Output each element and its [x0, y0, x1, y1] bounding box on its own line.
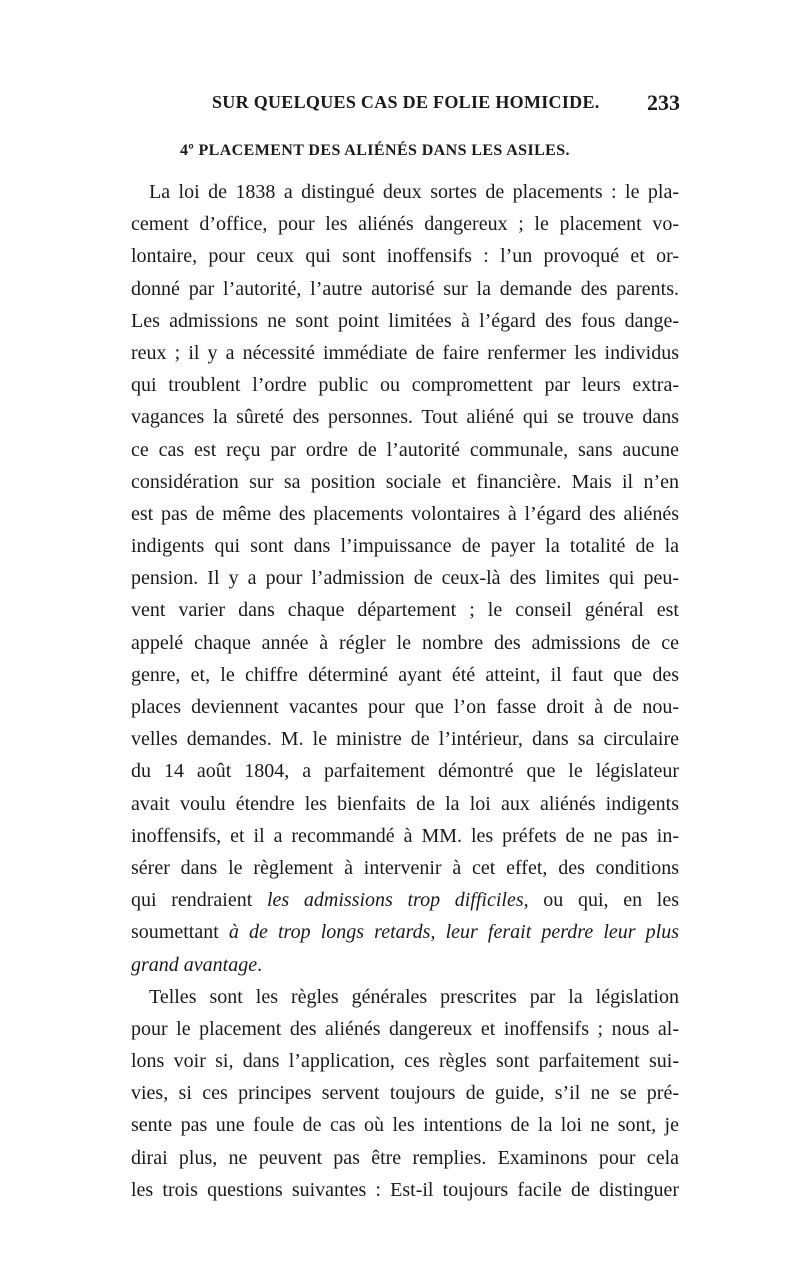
text-line: indigents qui sont dans l’impuissance de payer la totalité de la — [131, 535, 679, 558]
text-line: lontaire, pour ceux qui sont inoffensifs : l’un provoqué et or- — [131, 245, 679, 268]
text-line — [131, 949, 679, 981]
text-line — [131, 916, 679, 948]
text-run: , — [430, 921, 446, 944]
text-line: du 14 août 1804, a parfaitement démontré que le législateur — [131, 760, 679, 783]
text-line: vies, si ces principes servent toujours de guide, s’il ne se pré- — [131, 1082, 679, 1105]
italic-run: leur ferait perdre leur plus — [445, 921, 679, 944]
text-line: velles demandes. M. le ministre de l’intérieur, dans sa circulaire — [131, 728, 679, 751]
text-line: appelé chaque année à régler le nombre des admissions de ce — [131, 631, 679, 654]
text-line: vagances la sûreté des personnes. Tout aliéné qui se trouve dans — [131, 406, 679, 429]
text-line: donné par l’autorité, l’autre autorisé sur la demande des parents. — [131, 277, 679, 300]
italic-run: grand avantage — [131, 953, 258, 976]
text-line: sérer dans le règlement à intervenir à cet effet, des conditions — [131, 856, 679, 879]
text-line: cement d’office, pour les aliénés dangereux ; le placement vo- — [131, 213, 679, 236]
text-line: ce cas est reçu par ordre de l’autorité communale, sans aucune — [131, 438, 679, 461]
text-line: inoffensifs, et il a recommandé à MM. les préfets de ne pas in- — [131, 824, 679, 847]
text-run: . — [257, 953, 263, 976]
text-line: places deviennent vacantes pour que l’on fasse droit à de nou- — [131, 696, 679, 718]
text-line: les trois questions suivantes : Est-il toujours facile de distinguer — [131, 1178, 679, 1201]
text-line: considération sur sa position sociale et financière. Mais il n’en — [131, 470, 679, 493]
text-line: reux ; il y a nécessité immédiate de faire renfermer les individus — [131, 341, 679, 364]
text-line: qui troublent l’ordre public ou compromettent par leurs extra- — [131, 374, 679, 397]
text-line: Les admissions ne sont point limitées à l’égard des fous dange- — [131, 309, 679, 332]
italic-run: à de trop longs retards — [228, 921, 431, 944]
text-line: est pas de même des placements volontaires à l’égard des aliénés — [131, 502, 679, 525]
text-line: Telles sont les règles générales prescrites par la législation — [149, 985, 679, 1008]
page-number: 233 — [647, 90, 680, 115]
text-run: soumettant — [131, 921, 229, 944]
running-title: SUR QUELQUES CAS DE FOLIE HOMICIDE. — [212, 92, 600, 112]
body-text — [131, 176, 679, 1206]
text-line — [131, 884, 679, 916]
text-line: vent varier dans chaque département ; le conseil général est — [131, 599, 679, 622]
text-line: dirai plus, ne peuvent pas être remplies. Examinons pour cela — [131, 1146, 679, 1169]
text-run: , ou qui, en les — [523, 889, 679, 912]
italic-run: les admissions trop difficiles — [266, 889, 524, 912]
text-line: avait voulu étendre les bienfaits de la loi aux aliénés indigents — [131, 792, 679, 815]
running-head — [150, 92, 680, 122]
text-line: pour le placement des aliénés dangereux et inoffensifs ; nous al- — [131, 1017, 679, 1040]
section-heading: 4º PLACEMENT DES ALIÉNÉS DANS LES ASILES. — [180, 142, 570, 159]
text-line: genre, et, le chiffre déterminé ayant été atteint, il faut que des — [131, 663, 679, 686]
text-line: pension. Il y a pour l’admission de ceux-là des limites qui peu- — [131, 567, 679, 590]
text-run: qui rendraient — [131, 889, 267, 912]
text-line: lons voir si, dans l’application, ces règles sont parfaitement sui- — [131, 1050, 679, 1073]
text-line: La loi de 1838 a distingué deux sortes de placements : le pla- — [149, 181, 679, 203]
text-line: sente pas une foule de cas où les intentions de la loi ne sont, je — [131, 1114, 679, 1137]
